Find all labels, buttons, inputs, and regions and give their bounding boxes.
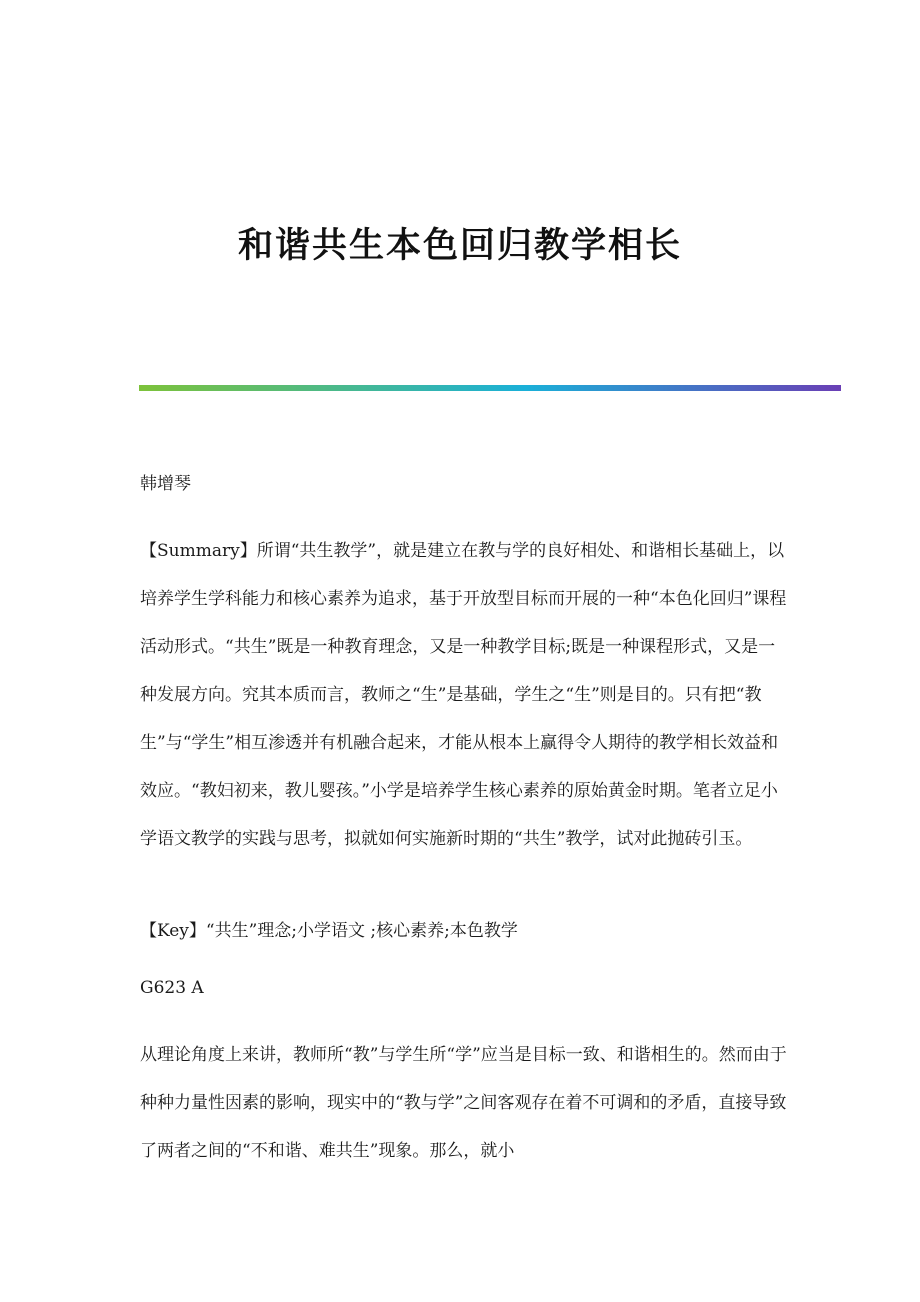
gradient-divider — [139, 385, 841, 391]
author-name: 韩增琴 — [140, 474, 191, 494]
keywords-line: 【Key】“共生”理念;小学语文 ;核心素养;本色教学 — [140, 921, 518, 941]
classification-code: G623 A — [140, 978, 204, 998]
summary-paragraph: 【Summary】所谓“共生教学”，就是建立在教与学的良好相处、和谐相长基础上，以培养学生学科能力和核心素养为追求，基于开放型目标而开展的一种“本色化回归”课程活动形式。“共生”既是一种教育理念，又是一种教学目标;既是一种课程形式，又是一种发展方向。究其本质而言，教师之“生”是基础，学生之“生”则是目的。只有把“教生”与“学生”相互渗透并有机融合起来，才能从根本上赢得令人期待的教学相长效益和效应。“教妇初来，教儿婴孩。”小学是培养学生核心素养的原始黄金时期。笔者立足小学语文教学的实践与思考，拟就如何实施新时期的“共生”教学，试对此抛砖引玉。 — [140, 541, 787, 849]
intro-paragraph: 从理论角度上来讲，教师所“教”与学生所“学”应当是目标一致、和谐相生的。然而由于种种力量性因素的影响，现实中的“教与学”之间客观存在着不可调和的矛盾，直接导致了两者之间的“不和谐、难共生”现象。那么，就小 — [140, 1045, 787, 1161]
document-title: 和谐共生本色回归教学相长 — [237, 225, 682, 266]
